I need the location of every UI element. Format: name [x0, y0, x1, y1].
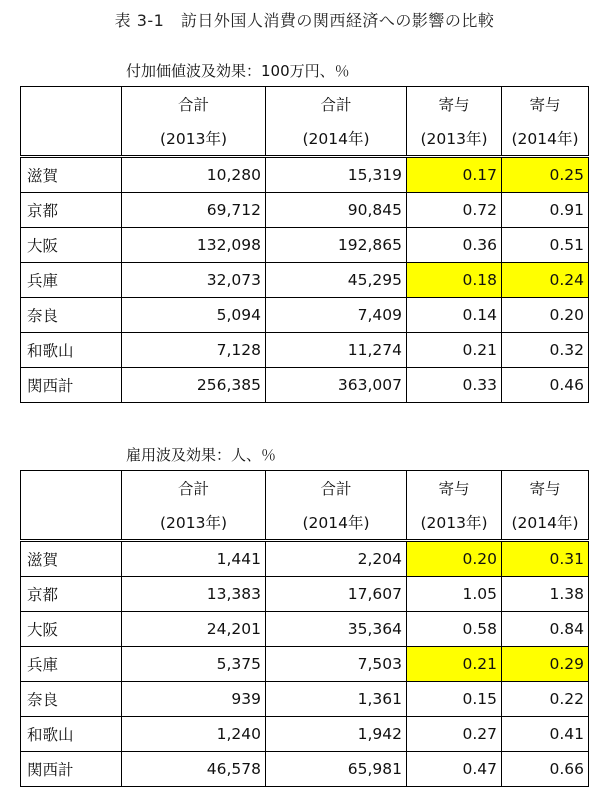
header-year-2013: (2013年): [407, 505, 502, 541]
header-contrib-2014: 寄与: [502, 87, 589, 122]
contrib-2013-cell: 0.21: [407, 333, 502, 368]
header-contrib-2013: 寄与: [407, 87, 502, 122]
total-2013-cell: 32,073: [122, 263, 266, 298]
table-row: [21, 298, 589, 333]
total-2013-cell: 10,280: [122, 157, 266, 193]
contrib-2014-cell: 0.22: [502, 682, 589, 717]
total-2014-cell: 1,942: [266, 717, 407, 752]
contrib-2014-cell: 1.38: [502, 577, 589, 612]
total-2014-cell: 192,865: [266, 228, 407, 263]
contrib-2013-cell: 0.17: [407, 157, 502, 193]
region-cell: 奈良: [21, 298, 122, 333]
region-cell: 大阪: [21, 612, 122, 647]
table-row: [21, 577, 589, 612]
total-2014-cell: 45,295: [266, 263, 407, 298]
region-cell: 滋賀: [21, 541, 122, 577]
header-total-2013: 合計: [122, 87, 266, 122]
table-row: [21, 193, 589, 228]
header-year-2014: (2014年): [502, 121, 589, 157]
region-cell: 兵庫: [21, 263, 122, 298]
contrib-2013-cell: 1.05: [407, 577, 502, 612]
total-2014-cell: 1,361: [266, 682, 407, 717]
contrib-2013-cell: 0.15: [407, 682, 502, 717]
contrib-2013-cell: 0.58: [407, 612, 502, 647]
region-cell: 京都: [21, 193, 122, 228]
contrib-2014-cell: 0.20: [502, 298, 589, 333]
contrib-2014-cell: 0.32: [502, 333, 589, 368]
header-total-2014: 合計: [266, 471, 407, 506]
header-corner: [21, 87, 122, 122]
table-row: [21, 612, 589, 647]
table-row: [21, 263, 589, 298]
total-2013-cell: 7,128: [122, 333, 266, 368]
table-row: [21, 541, 589, 577]
total-2014-cell: 35,364: [266, 612, 407, 647]
total-2013-cell: 1,240: [122, 717, 266, 752]
table-row: [21, 368, 589, 403]
total-2013-cell: 256,385: [122, 368, 266, 403]
total-2013-cell: 5,094: [122, 298, 266, 333]
total-2013-cell: 5,375: [122, 647, 266, 682]
total-2014-cell: 17,607: [266, 577, 407, 612]
total-2013-cell: 13,383: [122, 577, 266, 612]
table-row: [21, 647, 589, 682]
region-cell: 大阪: [21, 228, 122, 263]
employment-table: [20, 470, 589, 787]
total-2014-cell: 65,981: [266, 752, 407, 787]
contrib-2013-cell: 0.20: [407, 541, 502, 577]
contrib-2014-cell: 0.66: [502, 752, 589, 787]
region-cell: 兵庫: [21, 647, 122, 682]
total-2014-cell: 15,319: [266, 157, 407, 193]
header-total-2013: 合計: [122, 471, 266, 506]
header-year-2013: (2013年): [407, 121, 502, 157]
total-2014-cell: 363,007: [266, 368, 407, 403]
table1-caption: 付加価値波及効果：100万円、％: [126, 62, 350, 80]
total-2013-cell: 132,098: [122, 228, 266, 263]
table2-header-row-2: [21, 505, 589, 541]
contrib-2013-cell: 0.18: [407, 263, 502, 298]
region-cell: 関西計: [21, 752, 122, 787]
contrib-2014-cell: 0.41: [502, 717, 589, 752]
contrib-2014-cell: 0.46: [502, 368, 589, 403]
header-total-2014: 合計: [266, 87, 407, 122]
header-corner: [21, 121, 122, 157]
header-corner: [21, 505, 122, 541]
total-2013-cell: 69,712: [122, 193, 266, 228]
total-2014-cell: 90,845: [266, 193, 407, 228]
contrib-2013-cell: 0.36: [407, 228, 502, 263]
contrib-2013-cell: 0.72: [407, 193, 502, 228]
total-2014-cell: 7,503: [266, 647, 407, 682]
region-cell: 和歌山: [21, 333, 122, 368]
document-title: 表 3-1 訪日外国人消費の関西経済への影響の比較: [114, 11, 495, 30]
table-row: [21, 682, 589, 717]
contrib-2014-cell: 0.31: [502, 541, 589, 577]
contrib-2014-cell: 0.25: [502, 157, 589, 193]
table-row: [21, 717, 589, 752]
header-year-2014: (2014年): [502, 505, 589, 541]
total-2014-cell: 11,274: [266, 333, 407, 368]
region-cell: 奈良: [21, 682, 122, 717]
header-contrib-2014: 寄与: [502, 471, 589, 506]
total-2013-cell: 24,201: [122, 612, 266, 647]
total-2014-cell: 2,204: [266, 541, 407, 577]
table1-header-row-1: [21, 87, 589, 122]
table2-caption: 雇用波及効果：人、％: [126, 446, 277, 464]
header-year-2014: (2014年): [266, 505, 407, 541]
contrib-2013-cell: 0.27: [407, 717, 502, 752]
total-2013-cell: 939: [122, 682, 266, 717]
table-row: [21, 157, 589, 193]
contrib-2014-cell: 0.24: [502, 263, 589, 298]
contrib-2014-cell: 0.91: [502, 193, 589, 228]
contrib-2014-cell: 0.29: [502, 647, 589, 682]
region-cell: 京都: [21, 577, 122, 612]
table-row: [21, 228, 589, 263]
header-corner: [21, 471, 122, 506]
header-year-2014: (2014年): [266, 121, 407, 157]
contrib-2013-cell: 0.47: [407, 752, 502, 787]
total-2014-cell: 7,409: [266, 298, 407, 333]
table-row: [21, 752, 589, 787]
header-year-2013: (2013年): [122, 505, 266, 541]
table1-header-row-2: [21, 121, 589, 157]
contrib-2014-cell: 0.51: [502, 228, 589, 263]
contrib-2013-cell: 0.14: [407, 298, 502, 333]
contrib-2014-cell: 0.84: [502, 612, 589, 647]
header-contrib-2013: 寄与: [407, 471, 502, 506]
total-2013-cell: 1,441: [122, 541, 266, 577]
region-cell: 和歌山: [21, 717, 122, 752]
region-cell: 関西計: [21, 368, 122, 403]
contrib-2013-cell: 0.21: [407, 647, 502, 682]
value-added-table: [20, 86, 589, 403]
contrib-2013-cell: 0.33: [407, 368, 502, 403]
table2-header-row-1: [21, 471, 589, 506]
region-cell: 滋賀: [21, 157, 122, 193]
header-year-2013: (2013年): [122, 121, 266, 157]
total-2013-cell: 46,578: [122, 752, 266, 787]
table-row: [21, 333, 589, 368]
